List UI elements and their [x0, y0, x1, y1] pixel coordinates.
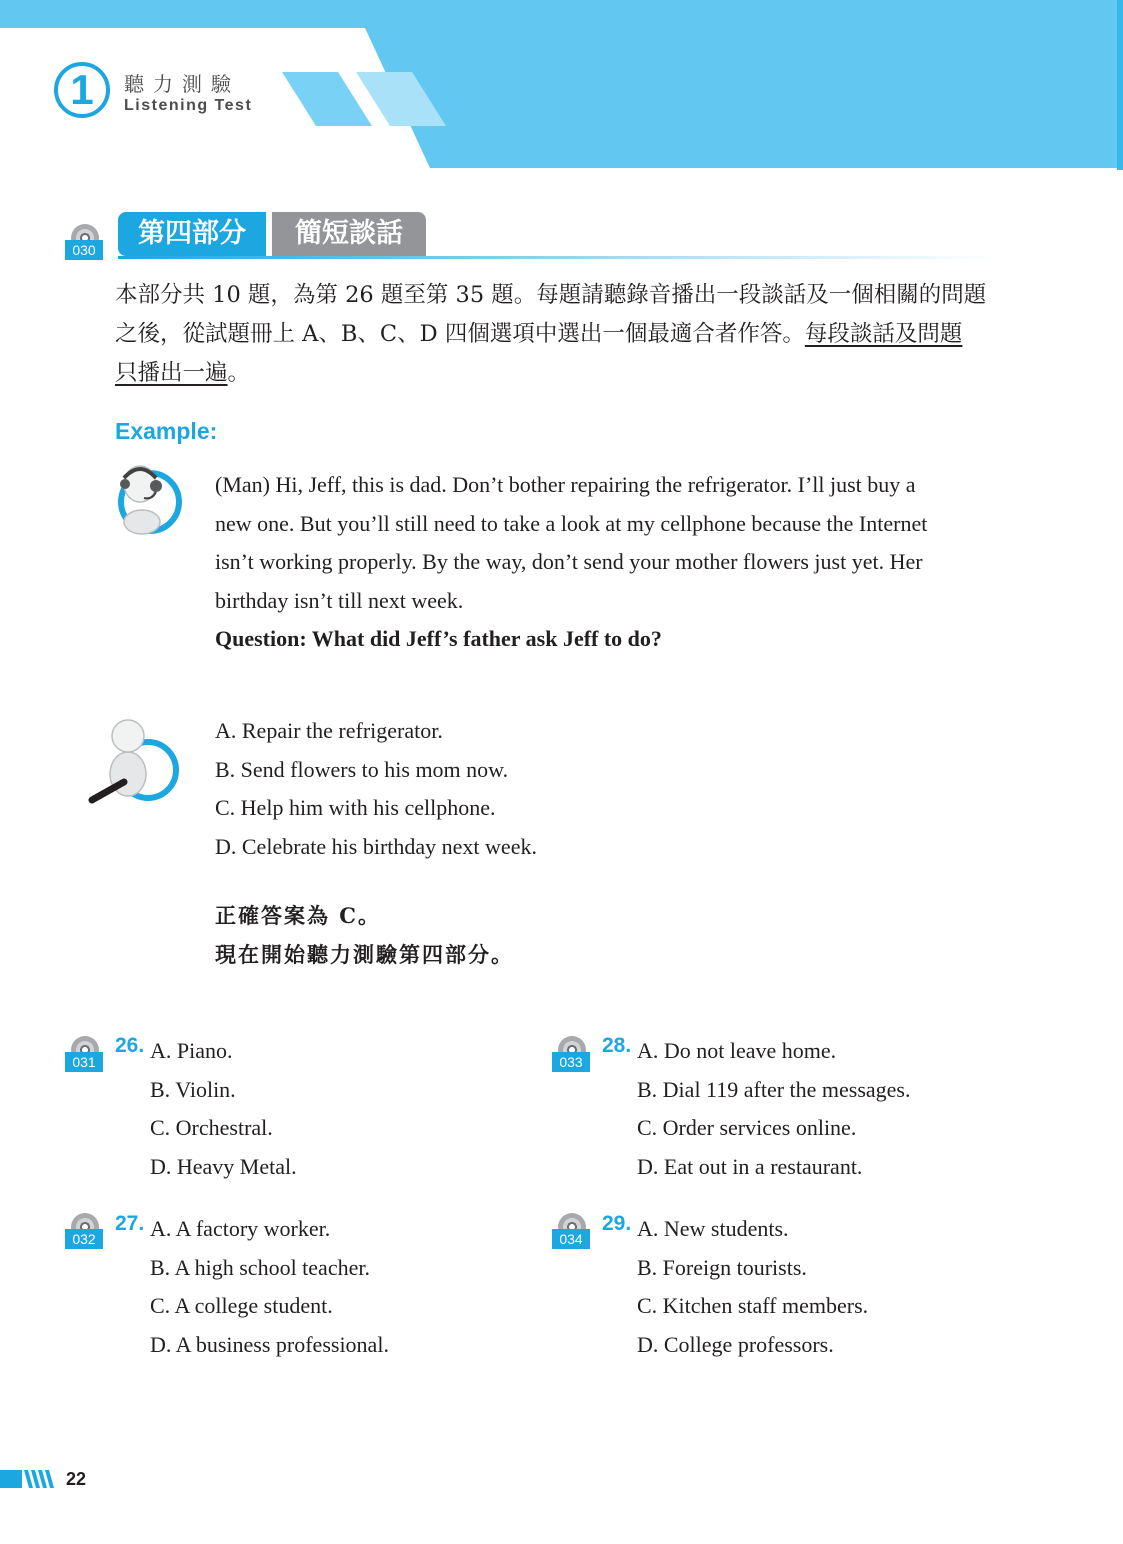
option-item: A. Do not leave home.: [637, 1038, 837, 1063]
option-item: A. Repair the refrigerator.: [215, 718, 443, 743]
example-label: Example:: [115, 418, 218, 444]
instructions-emphasis: 只播出一遍: [115, 360, 228, 386]
option-item: B. Foreign tourists.: [637, 1254, 807, 1280]
option-item: B. A high school teacher.: [150, 1254, 370, 1280]
instructions-line: 之後，從試題冊上 A、B、C、D 四個選項中選出一個最適合者作答。每段談話及問題: [115, 321, 963, 347]
track-number: 031: [65, 1052, 103, 1072]
option-item: D. College professors.: [637, 1332, 834, 1358]
question-27: [115, 1210, 535, 1365]
option-item: C. A college student.: [150, 1293, 333, 1319]
question-29: [602, 1210, 1062, 1365]
instructions-line: 本部分共 10 題，為第 26 題至第 35 題。每題請聽錄音播出一段談話及一個相關的問題: [115, 282, 987, 308]
page-number: 22: [66, 1469, 87, 1489]
question-number: 27.: [115, 1212, 145, 1235]
question-options: [637, 1032, 911, 1187]
audio-cd-icon[interactable]: [552, 1036, 590, 1072]
option-item: A. A factory worker.: [150, 1216, 331, 1241]
section-instructions: [115, 276, 1005, 393]
option-item: C. Help him with his cellphone.: [215, 795, 496, 820]
chapter-title-chinese: 聽力測驗: [124, 72, 240, 96]
chapter-number-badge: 1: [54, 62, 110, 118]
talk-line: birthday isn’t till next week.: [215, 587, 464, 613]
question-options: [150, 1032, 297, 1187]
question-options: [150, 1210, 389, 1365]
option-item: A. New students.: [637, 1216, 789, 1241]
talk-line: isn’t working properly. By the way, don’t send your mother flowers just yet. Her: [215, 549, 923, 574]
section-part-label: 第四部分: [118, 212, 266, 256]
example-talk: [215, 466, 1015, 620]
question-number: 29.: [602, 1212, 632, 1235]
option-item: A. Piano.: [150, 1038, 233, 1063]
track-number: 034: [552, 1229, 590, 1249]
answer-note: [215, 896, 514, 974]
option-item: B. Dial 119 after the messages.: [637, 1076, 911, 1102]
track-number: 033: [552, 1052, 590, 1072]
answer-line: 現在開始聽力測驗第四部分。: [215, 942, 514, 967]
section-divider: [118, 256, 998, 259]
option-item: B. Violin.: [150, 1076, 236, 1102]
chapter-title-english: Listening Test: [124, 97, 253, 114]
audio-cd-icon[interactable]: [65, 1036, 103, 1072]
track-number: 030: [65, 240, 103, 260]
page-number-stripes: [0, 1470, 56, 1488]
option-item: C. Kitchen staff members.: [637, 1293, 869, 1319]
question-number: 28.: [602, 1034, 632, 1057]
audio-cd-icon[interactable]: [65, 224, 103, 260]
talk-line: new one. But you’ll still need to take a look at my cellphone because the Internet: [215, 510, 928, 536]
question-options: [637, 1210, 868, 1365]
instructions-emphasis: 每段談話及問題: [804, 321, 963, 347]
audio-cd-icon[interactable]: [552, 1213, 590, 1249]
option-item: B. Send flowers to his mom now.: [215, 756, 509, 782]
example-options: [215, 712, 537, 866]
question-28: [602, 1032, 1062, 1187]
option-item: C. Order services online.: [637, 1115, 857, 1141]
option-item: D. A business professional.: [150, 1332, 389, 1358]
option-item: C. Orchestral.: [150, 1115, 273, 1141]
option-item: D. Eat out in a restaurant.: [637, 1154, 863, 1180]
section-part-name: 簡短談話: [272, 212, 426, 256]
track-number: 032: [65, 1229, 103, 1249]
example-question: Question: What did Jeff’s father ask Jeff to do?: [215, 626, 662, 651]
instructions-line: 只播出一遍。: [115, 360, 251, 386]
audio-cd-icon[interactable]: [65, 1213, 103, 1249]
option-item: D. Heavy Metal.: [150, 1154, 297, 1180]
magnifier-figure-icon: [86, 716, 184, 808]
headset-listener-icon: [112, 460, 184, 538]
option-item: D. Celebrate his birthday next week.: [215, 833, 537, 859]
answer-line: 正確答案為 C。: [215, 903, 382, 928]
question-number: 26.: [115, 1034, 145, 1057]
talk-line: (Man) Hi, Jeff, this is dad. Don’t bother repairing the refrigerator. I’ll just buy a: [215, 472, 916, 497]
question-26: [115, 1032, 535, 1187]
